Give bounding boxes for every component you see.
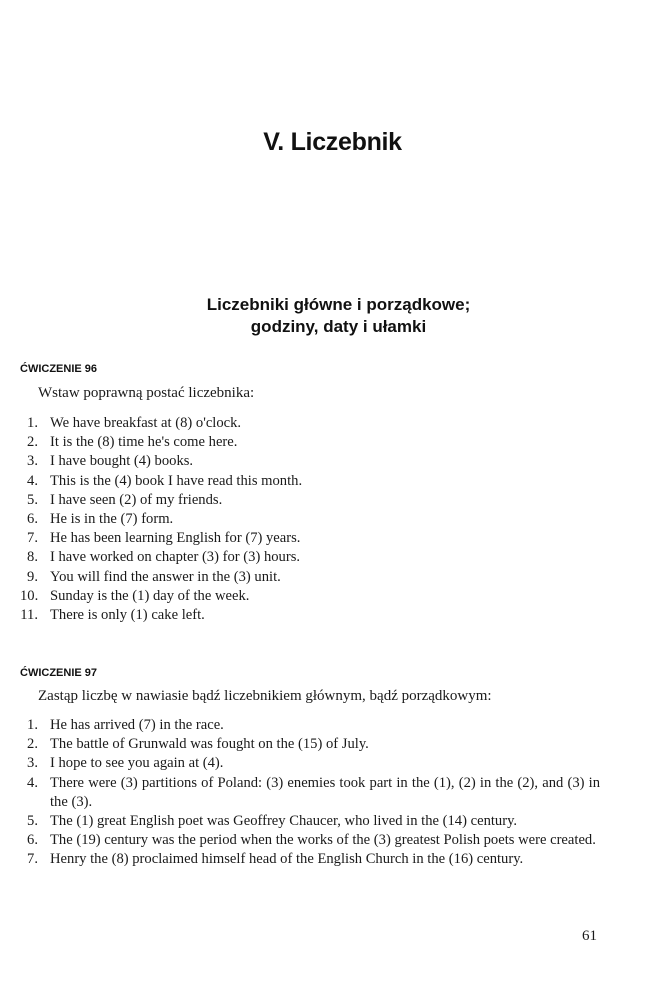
exercise-97-label: ĆWICZENIE 97 bbox=[20, 667, 98, 679]
item-number: 3. bbox=[27, 755, 38, 772]
list-item bbox=[20, 510, 600, 529]
item-number: 1. bbox=[27, 415, 38, 431]
list-item bbox=[20, 472, 600, 491]
exercise-97-list bbox=[20, 716, 600, 870]
list-item bbox=[20, 831, 600, 850]
item-number: 1. bbox=[27, 717, 38, 733]
item-text: I hope to see you again at (4). bbox=[50, 755, 224, 772]
item-number: 9. bbox=[27, 568, 38, 585]
item-text: There is only (1) cake left. bbox=[50, 607, 205, 624]
item-number: 5. bbox=[27, 813, 38, 830]
item-text: Sunday is the (1) day of the week. bbox=[50, 587, 250, 604]
item-text: I have bought (4) books. bbox=[50, 453, 194, 470]
list-item bbox=[20, 568, 600, 587]
list-item bbox=[20, 812, 600, 831]
item-text: The battle of Grunwald was fought on the (15) of July. bbox=[50, 736, 369, 753]
section-title-line-1: Liczebniki główne i porządkowe; bbox=[206, 295, 471, 314]
list-item bbox=[20, 414, 600, 433]
list-item bbox=[20, 754, 600, 773]
item-text: Henry the (8) proclaimed himself head of the English Church in the (16) century. bbox=[50, 851, 524, 868]
item-text: It is the (8) time he's come here. bbox=[50, 434, 238, 451]
section-title-line-2: godziny, daty i ułamki bbox=[250, 317, 427, 336]
chapter-title: V. Liczebnik bbox=[263, 128, 402, 156]
list-item bbox=[20, 587, 600, 606]
item-text: This is the (4) book I have read this month. bbox=[50, 472, 303, 489]
item-number: 6. bbox=[27, 832, 38, 849]
list-item bbox=[20, 774, 600, 812]
list-item bbox=[20, 716, 600, 735]
item-text: There were (3) partitions of Poland: (3) enemies took part in the (1), (2) in the (2), and (3) in the (3). bbox=[50, 774, 600, 810]
exercise-96-label: ĆWICZENIE 96 bbox=[20, 363, 98, 375]
list-item bbox=[20, 548, 600, 567]
exercise-96-list bbox=[20, 414, 600, 625]
section-title bbox=[0, 294, 665, 338]
item-text: The (19) century was the period when the works of the (3) greatest Polish poets were created. bbox=[50, 832, 596, 849]
item-text: I have seen (2) of my friends. bbox=[50, 491, 223, 508]
list-item bbox=[20, 850, 600, 869]
item-text: The (1) great English poet was Geoffrey Chaucer, who lived in the (14) century. bbox=[50, 813, 518, 830]
item-number: 11. bbox=[20, 607, 38, 624]
item-text: He has been learning English for (7) years. bbox=[50, 530, 301, 547]
item-number: 5. bbox=[27, 491, 38, 508]
list-item bbox=[20, 491, 600, 510]
item-number: 7. bbox=[27, 530, 38, 547]
item-number: 10. bbox=[20, 587, 39, 604]
item-number: 7. bbox=[27, 851, 38, 868]
item-number: 8. bbox=[27, 549, 38, 566]
page-number: 61 bbox=[582, 928, 597, 944]
list-item bbox=[20, 452, 600, 471]
list-item bbox=[20, 433, 600, 452]
list-item bbox=[20, 529, 600, 548]
item-text: You will find the answer in the (3) unit. bbox=[50, 568, 281, 585]
item-text: I have worked on chapter (3) for (3) hours. bbox=[50, 549, 301, 566]
item-number: 3. bbox=[27, 453, 38, 470]
item-number: 2. bbox=[27, 434, 38, 451]
item-text: He is in the (7) form. bbox=[50, 511, 174, 528]
item-number: 2. bbox=[27, 736, 38, 753]
list-item bbox=[20, 606, 600, 625]
item-number: 4. bbox=[27, 774, 38, 791]
list-item bbox=[20, 735, 600, 754]
item-text: We have breakfast at (8) o'clock. bbox=[50, 415, 242, 431]
exercise-97-instruction: Zastąp liczbę w nawiasie bądź liczebnikiem głównym, bądź porządkowym: bbox=[38, 688, 492, 704]
item-text: He has arrived (7) in the race. bbox=[50, 717, 224, 733]
item-number: 6. bbox=[27, 511, 38, 528]
item-number: 4. bbox=[27, 472, 38, 489]
exercise-96-instruction: Wstaw poprawną postać liczebnika: bbox=[38, 385, 255, 401]
